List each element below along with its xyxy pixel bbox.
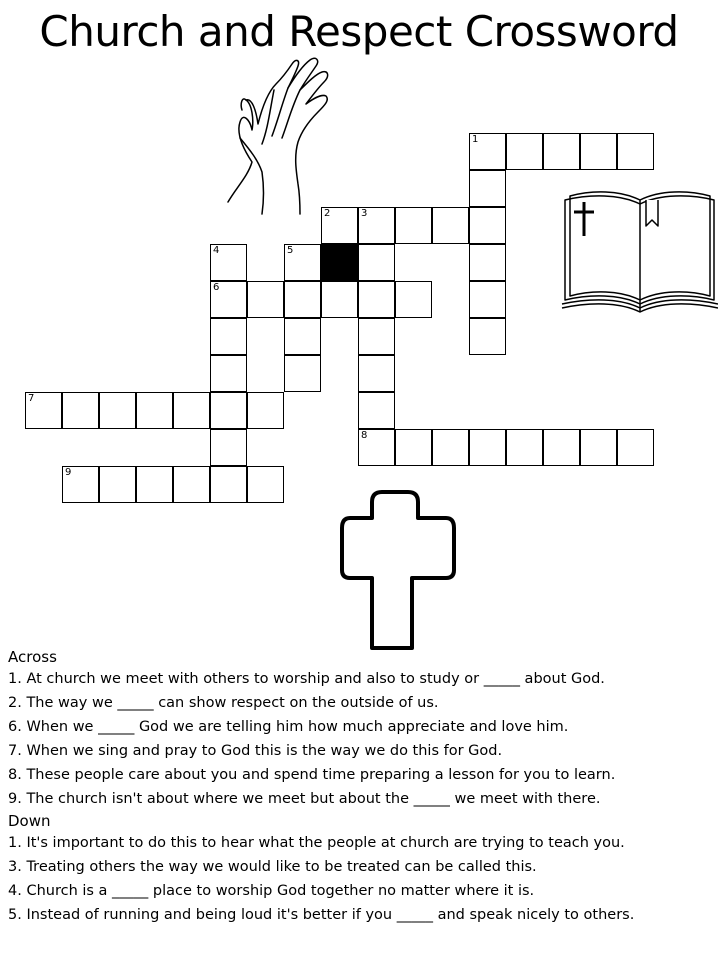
across-heading: Across [8, 648, 57, 666]
across-clue-8: 8. These people care about you and spend time preparing a lesson for you to learn. [8, 767, 616, 783]
down-clue-3: 3. Treating others the way we would like to be treated can be called this. [8, 859, 537, 875]
down-clue-4: 4. Church is a _____ place to worship God together no matter where it is. [8, 883, 535, 899]
clue-number: 8 [361, 430, 368, 441]
clue-number: 3 [361, 208, 368, 219]
clue-number: 2 [324, 208, 331, 219]
across-clue-6: 6. When we _____ God we are telling him how much appreciate and love him. [8, 719, 569, 735]
clues-section [8, 647, 716, 927]
open-bible-icon [562, 192, 718, 312]
page-title: Church and Respect Crossword [39, 7, 679, 56]
across-clue-2: 2. The way we _____ can show respect on the outside of us. [8, 695, 439, 711]
clue-number: 6 [213, 282, 220, 293]
clue-number: 1 [472, 134, 479, 145]
praying-hands-icon [228, 58, 328, 214]
cross-icon [342, 492, 454, 648]
clue-number: 5 [287, 245, 294, 256]
clue-number: 4 [213, 245, 220, 256]
down-heading: Down [8, 812, 51, 830]
down-clue-5: 5. Instead of running and being loud it's better if you _____ and speak nicely to others. [8, 907, 635, 923]
across-clue-1: 1. At church we meet with others to worship and also to study or _____ about God. [8, 671, 605, 687]
clue-number: 7 [28, 393, 35, 404]
clue-number: 9 [65, 467, 72, 478]
down-clue-1: 1. It's important to do this to hear what the people at church are trying to teach you. [8, 835, 625, 851]
across-clue-7: 7. When we sing and pray to God this is the way we do this for God. [8, 743, 503, 759]
across-clue-9: 9. The church isn't about where we meet but about the _____ we meet with there. [8, 791, 601, 807]
